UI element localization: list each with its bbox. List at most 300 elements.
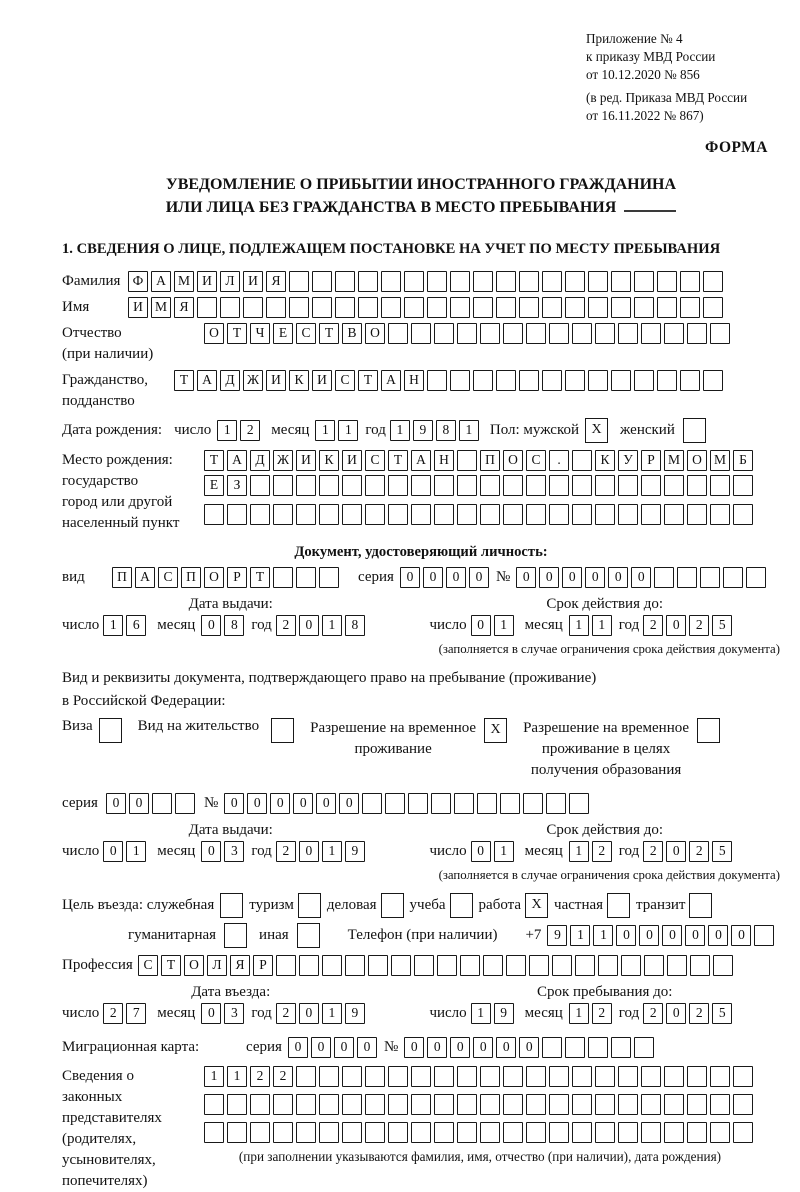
char-cell bbox=[667, 955, 687, 976]
year-label: год bbox=[618, 843, 640, 860]
char-cell bbox=[431, 793, 451, 814]
option-temp-residence-education-label-line: проживание в целях bbox=[541, 741, 671, 758]
char-cell bbox=[664, 323, 684, 344]
char-cell bbox=[595, 1122, 615, 1143]
char-cell bbox=[342, 504, 362, 525]
representatives-cells-3 bbox=[204, 1122, 756, 1143]
entry-month-cells bbox=[201, 1003, 247, 1024]
profession-row bbox=[62, 955, 780, 976]
char-cell: Т bbox=[358, 370, 378, 391]
residence-doc-intro-line2: в Российской Федерации: bbox=[62, 692, 226, 709]
char-cell bbox=[414, 955, 434, 976]
char-cell: 0 bbox=[201, 841, 221, 862]
representatives-cells-1 bbox=[204, 1066, 756, 1087]
purpose-business-checkbox bbox=[381, 893, 404, 918]
identity-doc-issue-heading: Дата выдачи: bbox=[188, 596, 273, 613]
option-residence-permit-label: Вид на жительство bbox=[137, 718, 260, 735]
char-cell bbox=[680, 271, 700, 292]
char-cell: 2 bbox=[240, 420, 260, 441]
char-cell: 2 bbox=[276, 841, 296, 862]
char-cell bbox=[480, 1066, 500, 1087]
migration-card-number-label: № bbox=[383, 1039, 399, 1056]
birthplace-cell-rows bbox=[204, 450, 756, 529]
visit-purpose-row bbox=[62, 893, 780, 918]
representatives-label-line: законных bbox=[62, 1089, 123, 1106]
char-cell: 1 bbox=[217, 420, 237, 441]
char-cell bbox=[342, 475, 362, 496]
char-cell bbox=[480, 504, 500, 525]
representatives-label-line: представителях bbox=[62, 1110, 162, 1127]
char-cell: П bbox=[480, 450, 500, 471]
char-cell: 0 bbox=[708, 925, 728, 946]
visit-purpose-row-2 bbox=[62, 923, 780, 948]
char-cell bbox=[437, 955, 457, 976]
char-cell bbox=[687, 504, 707, 525]
char-cell bbox=[542, 297, 562, 318]
birthplace-row-3 bbox=[204, 504, 756, 525]
char-cell bbox=[611, 297, 631, 318]
char-cell: 0 bbox=[731, 925, 751, 946]
profession-label: Профессия bbox=[62, 957, 133, 974]
char-cell: 1 bbox=[459, 420, 479, 441]
char-cell: Я bbox=[266, 271, 286, 292]
char-cell bbox=[365, 1094, 385, 1115]
char-cell bbox=[500, 793, 520, 814]
char-cell bbox=[677, 567, 697, 588]
form-title-line2-text: ИЛИ ЛИЦА БЕЗ ГРАЖДАНСТВА В МЕСТО ПРЕБЫВАНИЯ bbox=[165, 199, 617, 217]
entry-day-cells bbox=[103, 1003, 149, 1024]
char-cell bbox=[549, 1094, 569, 1115]
purpose-tourism-label: туризм bbox=[249, 897, 294, 914]
char-cell bbox=[250, 1122, 270, 1143]
day-label: число bbox=[429, 843, 467, 860]
regulation-note-line: (в ред. Приказа МВД России bbox=[586, 89, 748, 105]
char-cell: З bbox=[227, 475, 247, 496]
representatives-label-line: усыновителях, bbox=[62, 1152, 156, 1169]
char-cell: О bbox=[204, 323, 224, 344]
identity-doc-kind-cells bbox=[112, 567, 342, 588]
regulation-note-line: от 16.11.2022 № 867) bbox=[586, 107, 704, 123]
char-cell: 2 bbox=[276, 615, 296, 636]
char-cell: К bbox=[289, 370, 309, 391]
char-cell bbox=[687, 323, 707, 344]
char-cell: А bbox=[227, 450, 247, 471]
birth-month-cells bbox=[315, 420, 361, 441]
char-cell: С bbox=[296, 323, 316, 344]
char-cell bbox=[690, 955, 710, 976]
regulation-note bbox=[586, 30, 772, 125]
representatives-label-line: Сведения о bbox=[62, 1068, 134, 1085]
char-cell bbox=[227, 1094, 247, 1115]
purpose-business-label: деловая bbox=[326, 897, 377, 914]
char-cell bbox=[503, 1094, 523, 1115]
firstname-cells bbox=[128, 297, 726, 318]
option-temp-residence-education-label-line: Разрешение на временное bbox=[523, 720, 690, 737]
entry-date-row bbox=[62, 1003, 399, 1024]
char-cell: О bbox=[503, 450, 523, 471]
char-cell bbox=[276, 955, 296, 976]
forma-label: ФОРМА bbox=[704, 139, 768, 157]
char-cell bbox=[358, 297, 378, 318]
char-cell bbox=[519, 297, 539, 318]
residence-doc-intro-line1: Вид и реквизиты документа, подтверждающего право на пребывание (проживание) bbox=[62, 670, 597, 687]
char-cell: 0 bbox=[103, 841, 123, 862]
birthplace-cells-1 bbox=[204, 450, 756, 471]
representatives-caption: (при заполнении указываются фамилия, имя, отчество (при наличии), дата рождения) bbox=[238, 1149, 722, 1165]
birthplace-block bbox=[62, 450, 780, 534]
char-cell: 1 bbox=[569, 1003, 589, 1024]
char-cell bbox=[542, 370, 562, 391]
char-cell: С bbox=[138, 955, 158, 976]
char-cell bbox=[529, 955, 549, 976]
char-cell bbox=[618, 475, 638, 496]
char-cell bbox=[411, 1094, 431, 1115]
char-cell bbox=[289, 297, 309, 318]
identity-doc-dates bbox=[62, 596, 780, 641]
sex-male-checkbox: X bbox=[585, 418, 608, 443]
char-cell: 1 bbox=[322, 841, 342, 862]
char-cell: 0 bbox=[662, 925, 682, 946]
day-label: число bbox=[62, 1005, 100, 1022]
purpose-transit-label: транзит bbox=[636, 897, 686, 914]
month-label: месяц bbox=[157, 617, 196, 634]
birthplace-row-1 bbox=[204, 450, 756, 471]
char-cell: О bbox=[184, 955, 204, 976]
char-cell: 0 bbox=[404, 1037, 424, 1058]
char-cell bbox=[549, 1066, 569, 1087]
char-cell bbox=[296, 1122, 316, 1143]
char-cell: 9 bbox=[413, 420, 433, 441]
identity-doc-number-cells bbox=[516, 567, 769, 588]
char-cell bbox=[457, 450, 477, 471]
char-cell bbox=[549, 323, 569, 344]
residence-doc-series-cells bbox=[106, 793, 198, 814]
char-cell bbox=[296, 1094, 316, 1115]
char-cell: Т bbox=[227, 323, 247, 344]
char-cell bbox=[618, 1094, 638, 1115]
char-cell bbox=[565, 271, 585, 292]
char-cell: С bbox=[335, 370, 355, 391]
char-cell bbox=[572, 475, 592, 496]
char-cell: 0 bbox=[446, 567, 466, 588]
char-cell: 0 bbox=[666, 615, 686, 636]
char-cell: А bbox=[197, 370, 217, 391]
char-cell: 0 bbox=[299, 1003, 319, 1024]
char-cell bbox=[457, 1122, 477, 1143]
char-cell bbox=[595, 504, 615, 525]
residence-doc-series-label: серия bbox=[62, 795, 98, 812]
sex-female-checkbox bbox=[683, 418, 706, 443]
char-cell bbox=[342, 1094, 362, 1115]
residence-issue-month-cells bbox=[201, 841, 247, 862]
char-cell bbox=[404, 297, 424, 318]
char-cell bbox=[611, 1037, 631, 1058]
char-cell bbox=[641, 504, 661, 525]
char-cell: 0 bbox=[201, 615, 221, 636]
char-cell: 1 bbox=[494, 615, 514, 636]
char-cell bbox=[496, 297, 516, 318]
purpose-work-label: работа bbox=[478, 897, 522, 914]
char-cell bbox=[289, 271, 309, 292]
char-cell bbox=[220, 297, 240, 318]
purpose-private-label: частная bbox=[554, 897, 604, 914]
char-cell: 0 bbox=[293, 793, 313, 814]
char-cell: И bbox=[197, 271, 217, 292]
char-cell: 5 bbox=[712, 1003, 732, 1024]
phone-cells bbox=[547, 925, 777, 946]
char-cell bbox=[273, 1094, 293, 1115]
regulation-note-line: Приложение № 4 bbox=[586, 31, 683, 46]
identity-doc-valid-row bbox=[429, 615, 780, 636]
identity-doc-series-label: серия bbox=[358, 569, 394, 586]
char-cell: Д bbox=[250, 450, 270, 471]
residence-doc-issue-heading: Дата выдачи: bbox=[188, 822, 273, 839]
char-cell bbox=[299, 955, 319, 976]
representatives-row-2 bbox=[204, 1094, 756, 1115]
char-cell: 1 bbox=[322, 1003, 342, 1024]
char-cell: 0 bbox=[471, 615, 491, 636]
char-cell: 2 bbox=[643, 615, 663, 636]
char-cell bbox=[434, 323, 454, 344]
char-cell bbox=[572, 323, 592, 344]
char-cell: Т bbox=[388, 450, 408, 471]
char-cell bbox=[427, 297, 447, 318]
representatives-row-1 bbox=[204, 1066, 756, 1087]
residence-doc-issue-group bbox=[62, 822, 399, 867]
char-cell bbox=[296, 504, 316, 525]
char-cell bbox=[457, 1066, 477, 1087]
identity-valid-month-cells bbox=[569, 615, 615, 636]
char-cell: 0 bbox=[516, 567, 536, 588]
char-cell bbox=[634, 1037, 654, 1058]
purpose-other-label: иная bbox=[259, 927, 289, 944]
char-cell bbox=[480, 1094, 500, 1115]
char-cell bbox=[526, 1066, 546, 1087]
char-cell: 2 bbox=[689, 615, 709, 636]
char-cell: В bbox=[342, 323, 362, 344]
char-cell: 6 bbox=[126, 615, 146, 636]
char-cell bbox=[542, 271, 562, 292]
char-cell bbox=[680, 297, 700, 318]
char-cell bbox=[362, 793, 382, 814]
char-cell bbox=[565, 297, 585, 318]
stay-until-heading: Срок пребывания до: bbox=[536, 984, 673, 1001]
char-cell bbox=[388, 475, 408, 496]
char-cell bbox=[503, 323, 523, 344]
char-cell: 0 bbox=[334, 1037, 354, 1058]
char-cell: Б bbox=[733, 450, 753, 471]
char-cell bbox=[644, 955, 664, 976]
char-cell: 8 bbox=[345, 615, 365, 636]
char-cell bbox=[687, 1122, 707, 1143]
char-cell bbox=[542, 1037, 562, 1058]
char-cell bbox=[296, 1066, 316, 1087]
char-cell bbox=[404, 271, 424, 292]
char-cell bbox=[368, 955, 388, 976]
entry-date-group bbox=[62, 984, 399, 1029]
char-cell: 1 bbox=[338, 420, 358, 441]
char-cell: О bbox=[687, 450, 707, 471]
char-cell bbox=[572, 1094, 592, 1115]
char-cell bbox=[434, 504, 454, 525]
char-cell bbox=[319, 504, 339, 525]
char-cell: М bbox=[174, 271, 194, 292]
char-cell: Д bbox=[220, 370, 240, 391]
char-cell bbox=[575, 955, 595, 976]
migration-card-number-cells bbox=[404, 1037, 657, 1058]
char-cell bbox=[319, 1122, 339, 1143]
char-cell bbox=[381, 297, 401, 318]
char-cell: Я bbox=[174, 297, 194, 318]
char-cell bbox=[450, 271, 470, 292]
identity-doc-heading: Документ, удостоверяющий личность: bbox=[294, 544, 548, 561]
char-cell bbox=[710, 323, 730, 344]
char-cell bbox=[381, 271, 401, 292]
phone-label: Телефон (при наличии) bbox=[347, 927, 498, 944]
identity-valid-day-cells bbox=[471, 615, 517, 636]
stay-until-row bbox=[429, 1003, 780, 1024]
year-label: год bbox=[251, 1005, 272, 1022]
char-cell bbox=[572, 1122, 592, 1143]
char-cell bbox=[434, 1094, 454, 1115]
char-cell: 0 bbox=[427, 1037, 447, 1058]
char-cell bbox=[641, 475, 661, 496]
char-cell bbox=[427, 370, 447, 391]
birth-year-cells bbox=[390, 420, 482, 441]
char-cell bbox=[197, 297, 217, 318]
month-label: месяц bbox=[157, 843, 196, 860]
day-label: число bbox=[62, 843, 100, 860]
char-cell: 2 bbox=[273, 1066, 293, 1087]
char-cell bbox=[454, 793, 474, 814]
citizenship-label-line1: Гражданство, bbox=[62, 372, 149, 389]
char-cell bbox=[273, 567, 293, 588]
char-cell: 0 bbox=[400, 567, 420, 588]
char-cell bbox=[549, 475, 569, 496]
residence-doc-options bbox=[62, 718, 780, 781]
char-cell bbox=[595, 323, 615, 344]
char-cell bbox=[391, 955, 411, 976]
birthplace-label-line: Место рождения: bbox=[62, 452, 173, 469]
purpose-study-label: учеба bbox=[409, 897, 446, 914]
option-visa-label: Виза bbox=[62, 718, 93, 735]
char-cell: А bbox=[381, 370, 401, 391]
char-cell: А bbox=[411, 450, 431, 471]
char-cell bbox=[273, 504, 293, 525]
char-cell: 2 bbox=[689, 841, 709, 862]
char-cell: . bbox=[549, 450, 569, 471]
sex-label: Пол: мужской bbox=[489, 422, 580, 439]
char-cell bbox=[457, 323, 477, 344]
char-cell: 0 bbox=[608, 567, 628, 588]
char-cell: 2 bbox=[276, 1003, 296, 1024]
identity-doc-issue-group bbox=[62, 596, 399, 641]
option-temp-residence-label bbox=[310, 718, 476, 760]
residence-doc-valid-row bbox=[429, 841, 780, 862]
char-cell: Е bbox=[273, 323, 293, 344]
birthplace-label-line: населенный пункт bbox=[62, 515, 180, 532]
stay-day-cells bbox=[471, 1003, 517, 1024]
char-cell bbox=[687, 1094, 707, 1115]
char-cell: И bbox=[243, 271, 263, 292]
char-cell bbox=[710, 1122, 730, 1143]
char-cell bbox=[312, 271, 332, 292]
char-cell: Е bbox=[204, 475, 224, 496]
phone-prefix: +7 bbox=[525, 927, 542, 944]
char-cell: 8 bbox=[224, 615, 244, 636]
char-cell: Т bbox=[161, 955, 181, 976]
char-cell bbox=[503, 1066, 523, 1087]
residence-valid-year-cells bbox=[643, 841, 735, 862]
char-cell: С bbox=[158, 567, 178, 588]
birthdate-label: Дата рождения: bbox=[62, 422, 163, 439]
identity-doc-series-cells bbox=[400, 567, 492, 588]
year-label: год bbox=[251, 617, 272, 634]
day-label: число bbox=[174, 422, 212, 439]
char-cell: К bbox=[595, 450, 615, 471]
char-cell: 2 bbox=[643, 841, 663, 862]
char-cell: 5 bbox=[712, 615, 732, 636]
char-cell bbox=[710, 504, 730, 525]
patronymic-label-line2: (при наличии) bbox=[62, 346, 154, 363]
char-cell bbox=[175, 793, 195, 814]
birthplace-row-2 bbox=[204, 475, 756, 496]
char-cell bbox=[641, 1094, 661, 1115]
char-cell: 2 bbox=[592, 841, 612, 862]
citizenship-label bbox=[62, 370, 174, 412]
year-label: год bbox=[251, 843, 272, 860]
char-cell bbox=[477, 793, 497, 814]
char-cell bbox=[411, 323, 431, 344]
form-title bbox=[62, 173, 780, 219]
option-temp-residence-label-line: Разрешение на временное bbox=[310, 720, 477, 737]
char-cell: 5 bbox=[712, 841, 732, 862]
char-cell: Р bbox=[253, 955, 273, 976]
char-cell bbox=[618, 323, 638, 344]
char-cell: 0 bbox=[631, 567, 651, 588]
char-cell bbox=[473, 370, 493, 391]
migration-card-series-label: серия bbox=[246, 1039, 282, 1056]
identity-doc-number-label: № bbox=[495, 569, 511, 586]
char-cell: 1 bbox=[315, 420, 335, 441]
char-cell bbox=[312, 297, 332, 318]
char-cell bbox=[273, 1122, 293, 1143]
regulation-note-line: от 10.12.2020 № 856 bbox=[586, 67, 700, 83]
char-cell: Т bbox=[204, 450, 224, 471]
char-cell: 1 bbox=[103, 615, 123, 636]
char-cell bbox=[733, 475, 753, 496]
char-cell: 0 bbox=[270, 793, 290, 814]
residence-doc-intro bbox=[62, 667, 780, 712]
char-cell bbox=[496, 271, 516, 292]
birth-day-cells bbox=[217, 420, 263, 441]
char-cell bbox=[657, 297, 677, 318]
char-cell bbox=[634, 271, 654, 292]
char-cell bbox=[250, 1094, 270, 1115]
patronymic-cells bbox=[204, 323, 733, 344]
option-temp-residence-label-line: проживание bbox=[354, 741, 432, 758]
char-cell bbox=[526, 475, 546, 496]
char-cell bbox=[427, 271, 447, 292]
char-cell bbox=[664, 1066, 684, 1087]
char-cell: 0 bbox=[423, 567, 443, 588]
char-cell: К bbox=[319, 450, 339, 471]
month-label: месяц bbox=[524, 617, 563, 634]
char-cell: С bbox=[365, 450, 385, 471]
char-cell bbox=[460, 955, 480, 976]
char-cell: 0 bbox=[247, 793, 267, 814]
char-cell bbox=[687, 475, 707, 496]
